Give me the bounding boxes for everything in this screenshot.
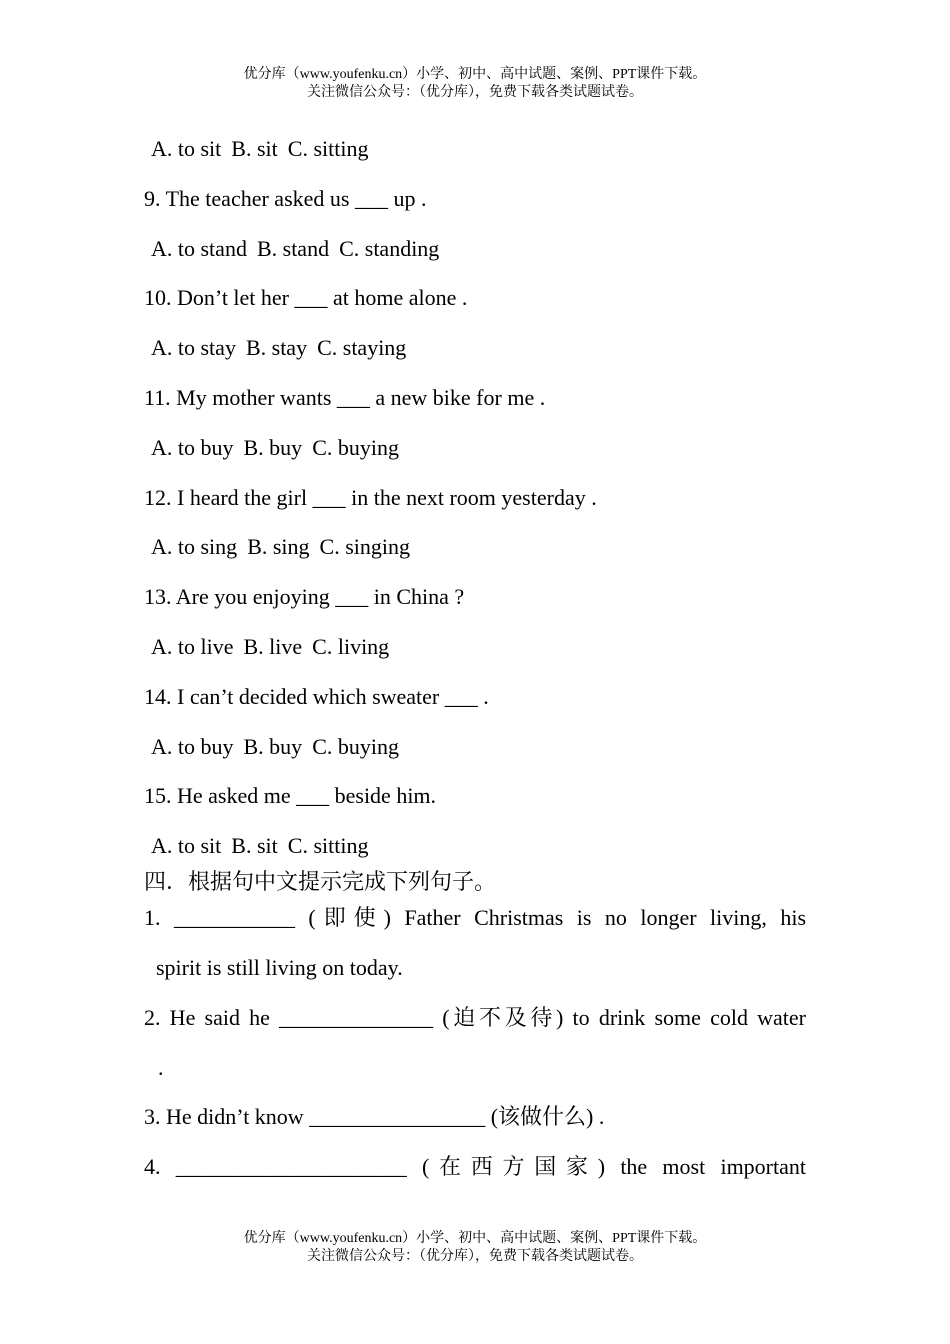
- sentence-1-line-1: 1. ___________ (即使) Father Christmas is no longer living, his: [144, 905, 806, 931]
- option-b: B. stay: [245, 335, 308, 361]
- option-b: B. sit: [231, 136, 278, 161]
- option-c: C. buying: [312, 434, 399, 460]
- option-a: A. to sit: [151, 833, 222, 859]
- q10-options: [144, 330, 806, 380]
- q14-options: [144, 729, 806, 779]
- option-c: C. sitting: [287, 136, 369, 161]
- option-c: C. singing: [319, 534, 411, 560]
- option-a: A. to buy: [151, 434, 234, 460]
- q10-question: 10. Don’t let her ___ at home alone .: [144, 285, 468, 311]
- q13-question: 13. Are you enjoying ___ in China ?: [144, 584, 465, 610]
- option-b: B. sing: [247, 534, 310, 560]
- sentence-2-line-1: 2. He said he ______________ (迫不及待) to drink some cold water: [144, 1004, 806, 1030]
- option-c: C. staying: [317, 335, 407, 361]
- q12-question: 12. I heard the girl ___ in the next room yesterday .: [144, 484, 597, 510]
- option-a: A. to buy: [151, 733, 234, 759]
- option-b: B. live: [243, 633, 303, 659]
- option-c: C. buying: [312, 733, 399, 759]
- q9-question: 9. The teacher asked us ___ up .: [144, 185, 427, 211]
- worksheet-content: [144, 131, 806, 1199]
- header-line-1: 优分库（www.youfenku.cn）小学、初中、高中试题、案例、PPT课件下载。: [243, 67, 707, 82]
- page-header: [0, 66, 950, 102]
- page-footer: [0, 1230, 950, 1266]
- option-a: A. to stay: [151, 335, 236, 361]
- q11-options: [144, 430, 806, 480]
- option-a: A. to sing: [151, 534, 238, 560]
- q8-options: [144, 131, 806, 181]
- q15-options: [144, 828, 806, 864]
- q9-options: [144, 231, 806, 281]
- sentence-1-line-2: spirit is still living on today.: [156, 954, 403, 980]
- q12-options: [144, 529, 806, 579]
- option-a: A. to stand: [151, 235, 247, 261]
- option-c: C. standing: [339, 235, 440, 261]
- option-a: A. to live: [151, 633, 234, 659]
- option-c: C. sitting: [287, 833, 369, 859]
- option-c: C. living: [312, 633, 390, 659]
- option-b: B. buy: [243, 733, 303, 759]
- option-b: B. buy: [243, 434, 303, 460]
- footer-line-2: 关注微信公众号：（优分库），免费下载各类试题试卷。: [307, 1249, 643, 1264]
- sentence-2-line-2: .: [158, 1054, 164, 1080]
- option-b: B. stand: [256, 235, 330, 261]
- sentence-3: 3. He didn’t know ________________ (该做什么) .: [144, 1104, 605, 1130]
- q11-question: 11. My mother wants ___ a new bike for me .: [144, 384, 546, 410]
- section-4-title: 四．根据句中文提示完成下列句子。: [144, 869, 497, 895]
- q13-options: [144, 629, 806, 679]
- option-a: A. to sit: [151, 136, 222, 161]
- q15-question: 15. He asked me ___ beside him.: [144, 783, 437, 809]
- option-b: B. sit: [231, 833, 278, 859]
- footer-line-1: 优分库（www.youfenku.cn）小学、初中、高中试题、案例、PPT课件下载。: [243, 1231, 707, 1246]
- sentence-4-line-1: 4. _____________________ (在西方国家) the most important: [144, 1154, 806, 1180]
- header-line-2: 关注微信公众号：（优分库），免费下载各类试题试卷。: [307, 85, 643, 100]
- q14-question: 14. I can’t decided which sweater ___ .: [144, 683, 489, 709]
